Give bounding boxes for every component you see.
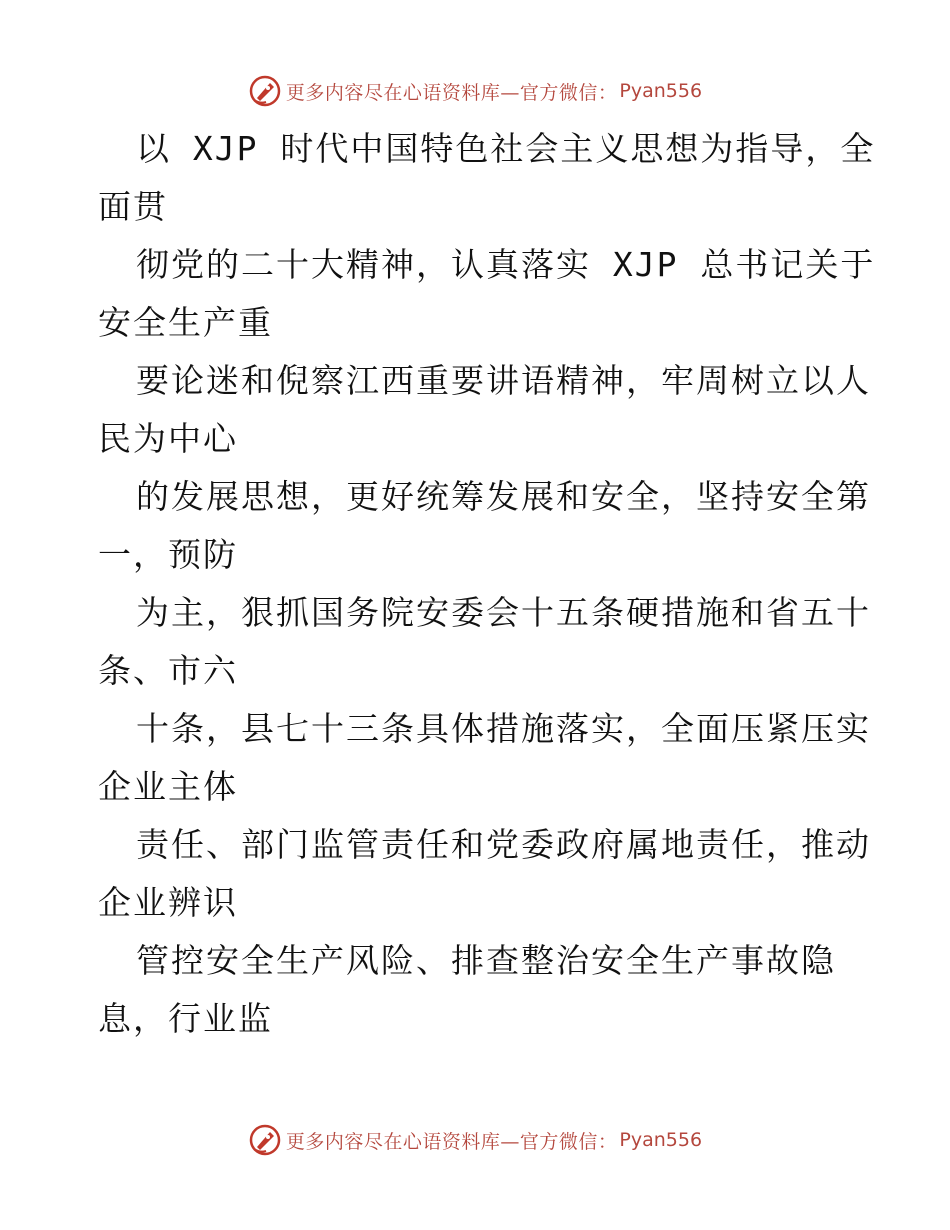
text-line: 一，预防 bbox=[98, 535, 238, 574]
text-line: 责任、部门监管责任和党委政府属地责任，推动 bbox=[136, 825, 871, 864]
paragraph-line bbox=[98, 352, 871, 468]
pen-nib-logo-icon bbox=[248, 1123, 282, 1157]
paragraph-line bbox=[98, 816, 871, 932]
text-line: 条、市六 bbox=[98, 651, 238, 690]
text-line: 民为中心 bbox=[98, 419, 238, 458]
text-line: 息，行业监 bbox=[98, 999, 273, 1038]
text-line: 企业主体 bbox=[98, 767, 238, 806]
text-line: 管控安全生产风险、排查整治安全生产事故隐 bbox=[136, 941, 836, 980]
text-line: 以 XJP 时代中国特色社会主义思想为指导，全 bbox=[136, 129, 876, 168]
paragraph-line bbox=[98, 120, 876, 236]
text-line: 企业辨识 bbox=[98, 883, 238, 922]
text-line: 安全生产重 bbox=[98, 303, 273, 342]
watermark-text: 更多内容尽在心语资料库—官方微信： bbox=[285, 81, 618, 104]
text-line: 要论迷和倪察江西重要讲语精神，牢周树立以人 bbox=[136, 361, 871, 400]
paragraph-line bbox=[98, 584, 871, 700]
text-line: 面贯 bbox=[98, 187, 168, 226]
body-text bbox=[98, 120, 876, 1048]
header-watermark bbox=[0, 71, 950, 111]
paragraph-line bbox=[98, 700, 871, 816]
watermark-handle: Pyan556 bbox=[619, 80, 703, 102]
text-line: 十条，县七十三条具体措施落实，全面压紧压实 bbox=[136, 709, 871, 748]
pen-nib-logo-icon bbox=[248, 74, 282, 108]
watermark-handle: Pyan556 bbox=[619, 1129, 703, 1151]
paragraph-line bbox=[98, 932, 858, 1048]
text-line: 为主，狠抓国务院安委会十五条硬措施和省五十 bbox=[136, 593, 871, 632]
paragraph-line bbox=[98, 236, 876, 352]
text-line: 彻党的二十大精神，认真落实 XJP 总书记关于 bbox=[136, 245, 876, 284]
text-line: 的发展思想，更好统筹发展和安全，坚持安全第 bbox=[136, 477, 871, 516]
paragraph-line bbox=[98, 468, 871, 584]
footer-watermark bbox=[0, 1120, 950, 1160]
watermark-text: 更多内容尽在心语资料库—官方微信： bbox=[285, 1130, 618, 1153]
